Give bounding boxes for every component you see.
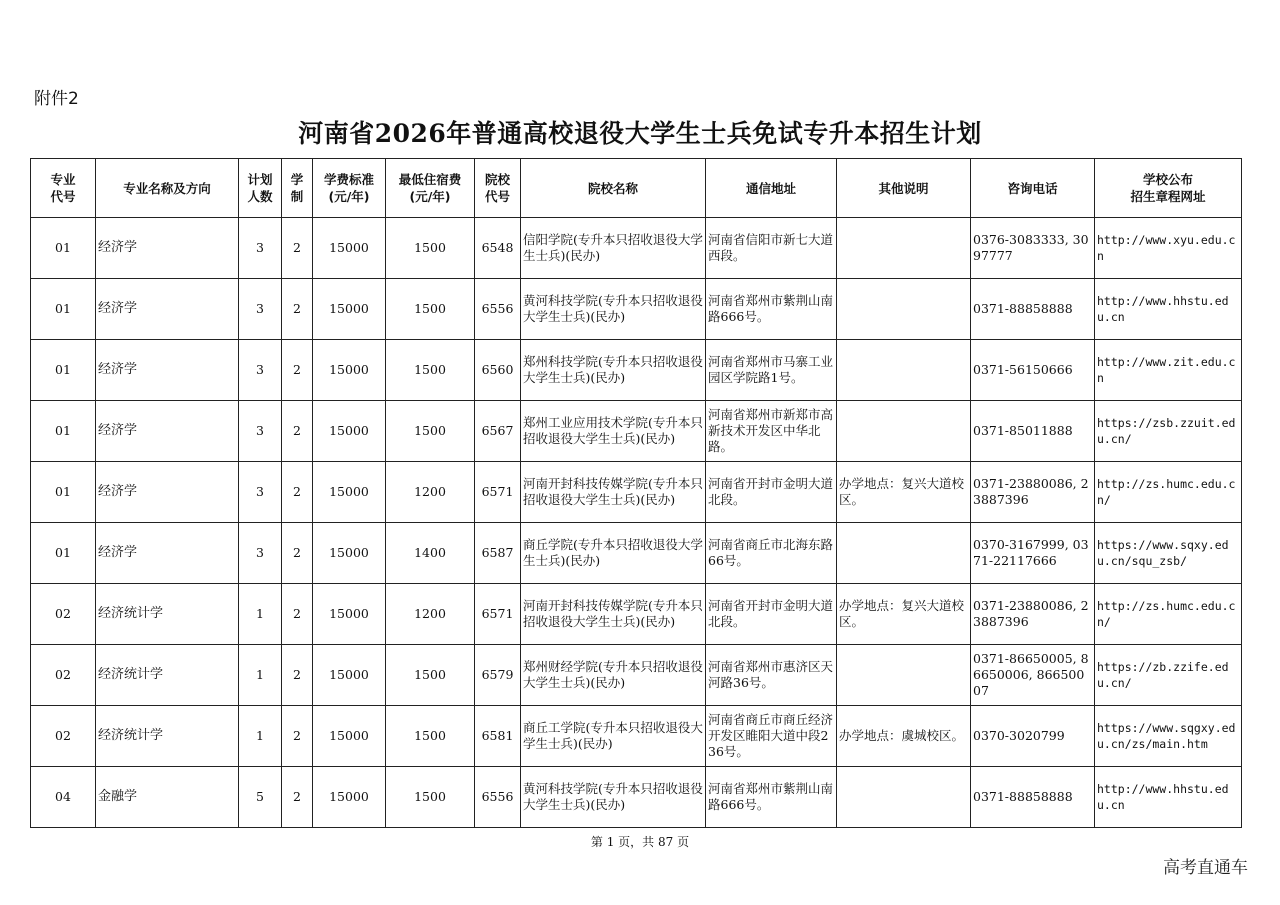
cell-address: 河南省信阳市新七大道西段。 xyxy=(706,218,837,279)
cell-major-name: 经济统计学 xyxy=(96,645,239,706)
cell-tuition: 15000 xyxy=(313,279,386,340)
enrollment-plan-table xyxy=(30,158,1242,828)
cell-duration: 2 xyxy=(282,645,313,706)
cell-phone: 0370-3167999, 0371-22117666 xyxy=(971,523,1095,584)
cell-school-name: 商丘学院(专升本只招收退役大学生士兵)(民办) xyxy=(521,523,706,584)
cell-school-name: 信阳学院(专升本只招收退役大学生士兵)(民办) xyxy=(521,218,706,279)
cell-major-name: 经济学 xyxy=(96,279,239,340)
cell-major-name: 经济学 xyxy=(96,340,239,401)
cell-notes xyxy=(837,340,971,401)
cell-phone: 0371-88858888 xyxy=(971,767,1095,828)
header-notes: 其他说明 xyxy=(837,159,971,218)
cell-major-code: 04 xyxy=(31,767,96,828)
cell-plan-count: 5 xyxy=(239,767,282,828)
cell-notes xyxy=(837,218,971,279)
cell-major-code: 02 xyxy=(31,645,96,706)
header-major-code: 专业 代号 xyxy=(31,159,96,218)
cell-duration: 2 xyxy=(282,462,313,523)
header-duration: 学 制 xyxy=(282,159,313,218)
cell-major-name: 经济学 xyxy=(96,523,239,584)
cell-url[interactable]: http://www.xyu.edu.cn xyxy=(1095,218,1242,279)
table-row xyxy=(31,523,1242,584)
table-header-row xyxy=(31,159,1242,218)
cell-plan-count: 1 xyxy=(239,645,282,706)
cell-phone: 0371-86650005, 86650006, 86650007 xyxy=(971,645,1095,706)
cell-major-name: 金融学 xyxy=(96,767,239,828)
cell-major-name: 经济统计学 xyxy=(96,706,239,767)
cell-dorm-fee: 1500 xyxy=(386,706,475,767)
cell-school-code: 6587 xyxy=(475,523,521,584)
cell-school-name: 郑州财经学院(专升本只招收退役大学生士兵)(民办) xyxy=(521,645,706,706)
cell-major-code: 01 xyxy=(31,340,96,401)
cell-major-code: 02 xyxy=(31,584,96,645)
cell-major-code: 01 xyxy=(31,401,96,462)
cell-tuition: 15000 xyxy=(313,523,386,584)
cell-duration: 2 xyxy=(282,523,313,584)
cell-url[interactable]: http://zs.humc.edu.cn/ xyxy=(1095,584,1242,645)
cell-address: 河南省郑州市新郑市高新技术开发区中华北路。 xyxy=(706,401,837,462)
cell-notes xyxy=(837,645,971,706)
header-phone: 咨询电话 xyxy=(971,159,1095,218)
cell-plan-count: 1 xyxy=(239,584,282,645)
cell-notes: 办学地点：复兴大道校区。 xyxy=(837,462,971,523)
cell-address: 河南省商丘市商丘经济开发区睢阳大道中段236号。 xyxy=(706,706,837,767)
page-footer: 第 1 页，共 87 页 xyxy=(590,835,690,849)
table-row xyxy=(31,218,1242,279)
cell-major-code: 02 xyxy=(31,706,96,767)
cell-address: 河南省郑州市马寨工业园区学院路1号。 xyxy=(706,340,837,401)
cell-school-code: 6567 xyxy=(475,401,521,462)
cell-dorm-fee: 1500 xyxy=(386,218,475,279)
cell-notes: 办学地点：虞城校区。 xyxy=(837,706,971,767)
cell-dorm-fee: 1400 xyxy=(386,523,475,584)
cell-tuition: 15000 xyxy=(313,340,386,401)
cell-phone: 0371-88858888 xyxy=(971,279,1095,340)
cell-school-code: 6571 xyxy=(475,584,521,645)
cell-school-name: 商丘工学院(专升本只招收退役大学生士兵)(民办) xyxy=(521,706,706,767)
cell-tuition: 15000 xyxy=(313,584,386,645)
cell-major-code: 01 xyxy=(31,462,96,523)
cell-major-name: 经济学 xyxy=(96,401,239,462)
table-row xyxy=(31,279,1242,340)
cell-address: 河南省开封市金明大道北段。 xyxy=(706,462,837,523)
cell-tuition: 15000 xyxy=(313,767,386,828)
cell-dorm-fee: 1200 xyxy=(386,462,475,523)
cell-major-code: 01 xyxy=(31,523,96,584)
cell-plan-count: 3 xyxy=(239,401,282,462)
cell-major-code: 01 xyxy=(31,218,96,279)
cell-major-name: 经济学 xyxy=(96,218,239,279)
cell-address: 河南省郑州市惠济区天河路36号。 xyxy=(706,645,837,706)
cell-plan-count: 3 xyxy=(239,218,282,279)
table-row xyxy=(31,767,1242,828)
cell-duration: 2 xyxy=(282,279,313,340)
header-tuition: 学费标准 (元/年) xyxy=(313,159,386,218)
cell-tuition: 15000 xyxy=(313,462,386,523)
attachment-label: 附件2 xyxy=(34,89,79,109)
cell-url[interactable]: http://zs.humc.edu.cn/ xyxy=(1095,462,1242,523)
table-row xyxy=(31,340,1242,401)
cell-notes xyxy=(837,279,971,340)
cell-dorm-fee: 1500 xyxy=(386,401,475,462)
cell-notes: 办学地点：复兴大道校区。 xyxy=(837,584,971,645)
header-plan-count: 计划 人数 xyxy=(239,159,282,218)
cell-url[interactable]: https://www.sqxy.edu.cn/squ_zsb/ xyxy=(1095,523,1242,584)
page-title: 河南省2026年普通高校退役大学生士兵免试专升本招生计划 xyxy=(298,119,982,148)
cell-phone: 0376-3083333, 3097777 xyxy=(971,218,1095,279)
cell-school-code: 6581 xyxy=(475,706,521,767)
cell-duration: 2 xyxy=(282,401,313,462)
cell-address: 河南省郑州市紫荆山南路666号。 xyxy=(706,767,837,828)
brand-watermark: 高考直通车 xyxy=(1163,858,1248,878)
cell-url[interactable]: https://www.sqgxy.edu.cn/zs/main.htm xyxy=(1095,706,1242,767)
cell-school-name: 黄河科技学院(专升本只招收退役大学生士兵)(民办) xyxy=(521,767,706,828)
cell-dorm-fee: 1500 xyxy=(386,279,475,340)
cell-school-code: 6556 xyxy=(475,767,521,828)
header-url: 学校公布 招生章程网址 xyxy=(1095,159,1242,218)
cell-plan-count: 3 xyxy=(239,279,282,340)
cell-address: 河南省郑州市紫荆山南路666号。 xyxy=(706,279,837,340)
cell-phone: 0371-23880086, 23887396 xyxy=(971,462,1095,523)
cell-dorm-fee: 1500 xyxy=(386,645,475,706)
cell-tuition: 15000 xyxy=(313,218,386,279)
cell-major-code: 01 xyxy=(31,279,96,340)
table-row xyxy=(31,401,1242,462)
cell-plan-count: 3 xyxy=(239,340,282,401)
cell-dorm-fee: 1500 xyxy=(386,340,475,401)
table-row xyxy=(31,706,1242,767)
header-address: 通信地址 xyxy=(706,159,837,218)
cell-duration: 2 xyxy=(282,218,313,279)
cell-duration: 2 xyxy=(282,767,313,828)
cell-dorm-fee: 1500 xyxy=(386,767,475,828)
cell-dorm-fee: 1200 xyxy=(386,584,475,645)
cell-major-name: 经济统计学 xyxy=(96,584,239,645)
table-row xyxy=(31,645,1242,706)
cell-school-name: 河南开封科技传媒学院(专升本只招收退役大学生士兵)(民办) xyxy=(521,462,706,523)
cell-plan-count: 1 xyxy=(239,706,282,767)
cell-url[interactable]: https://zsb.zzuit.edu.cn/ xyxy=(1095,401,1242,462)
cell-major-name: 经济学 xyxy=(96,462,239,523)
cell-url[interactable]: http://www.zit.edu.cn xyxy=(1095,340,1242,401)
cell-school-code: 6560 xyxy=(475,340,521,401)
cell-address: 河南省开封市金明大道北段。 xyxy=(706,584,837,645)
cell-notes xyxy=(837,523,971,584)
cell-plan-count: 3 xyxy=(239,523,282,584)
cell-notes xyxy=(837,401,971,462)
table-row xyxy=(31,462,1242,523)
cell-school-code: 6579 xyxy=(475,645,521,706)
cell-tuition: 15000 xyxy=(313,401,386,462)
cell-url[interactable]: https://zb.zzife.edu.cn/ xyxy=(1095,645,1242,706)
cell-duration: 2 xyxy=(282,340,313,401)
header-major-name: 专业名称及方向 xyxy=(96,159,239,218)
cell-school-name: 郑州工业应用技术学院(专升本只招收退役大学生士兵)(民办) xyxy=(521,401,706,462)
cell-phone: 0371-85011888 xyxy=(971,401,1095,462)
cell-url[interactable]: http://www.hhstu.edu.cn xyxy=(1095,767,1242,828)
cell-school-code: 6571 xyxy=(475,462,521,523)
cell-phone: 0371-23880086, 23887396 xyxy=(971,584,1095,645)
cell-school-code: 6548 xyxy=(475,218,521,279)
cell-school-name: 郑州科技学院(专升本只招收退役大学生士兵)(民办) xyxy=(521,340,706,401)
cell-school-name: 黄河科技学院(专升本只招收退役大学生士兵)(民办) xyxy=(521,279,706,340)
table-row xyxy=(31,584,1242,645)
cell-duration: 2 xyxy=(282,584,313,645)
cell-duration: 2 xyxy=(282,706,313,767)
cell-tuition: 15000 xyxy=(313,706,386,767)
cell-url[interactable]: http://www.hhstu.edu.cn xyxy=(1095,279,1242,340)
cell-phone: 0370-3020799 xyxy=(971,706,1095,767)
cell-school-name: 河南开封科技传媒学院(专升本只招收退役大学生士兵)(民办) xyxy=(521,584,706,645)
header-school-code: 院校 代号 xyxy=(475,159,521,218)
cell-address: 河南省商丘市北海东路66号。 xyxy=(706,523,837,584)
cell-school-code: 6556 xyxy=(475,279,521,340)
cell-plan-count: 3 xyxy=(239,462,282,523)
header-school-name: 院校名称 xyxy=(521,159,706,218)
header-dorm-fee: 最低住宿费 (元/年) xyxy=(386,159,475,218)
cell-notes xyxy=(837,767,971,828)
cell-phone: 0371-56150666 xyxy=(971,340,1095,401)
cell-tuition: 15000 xyxy=(313,645,386,706)
